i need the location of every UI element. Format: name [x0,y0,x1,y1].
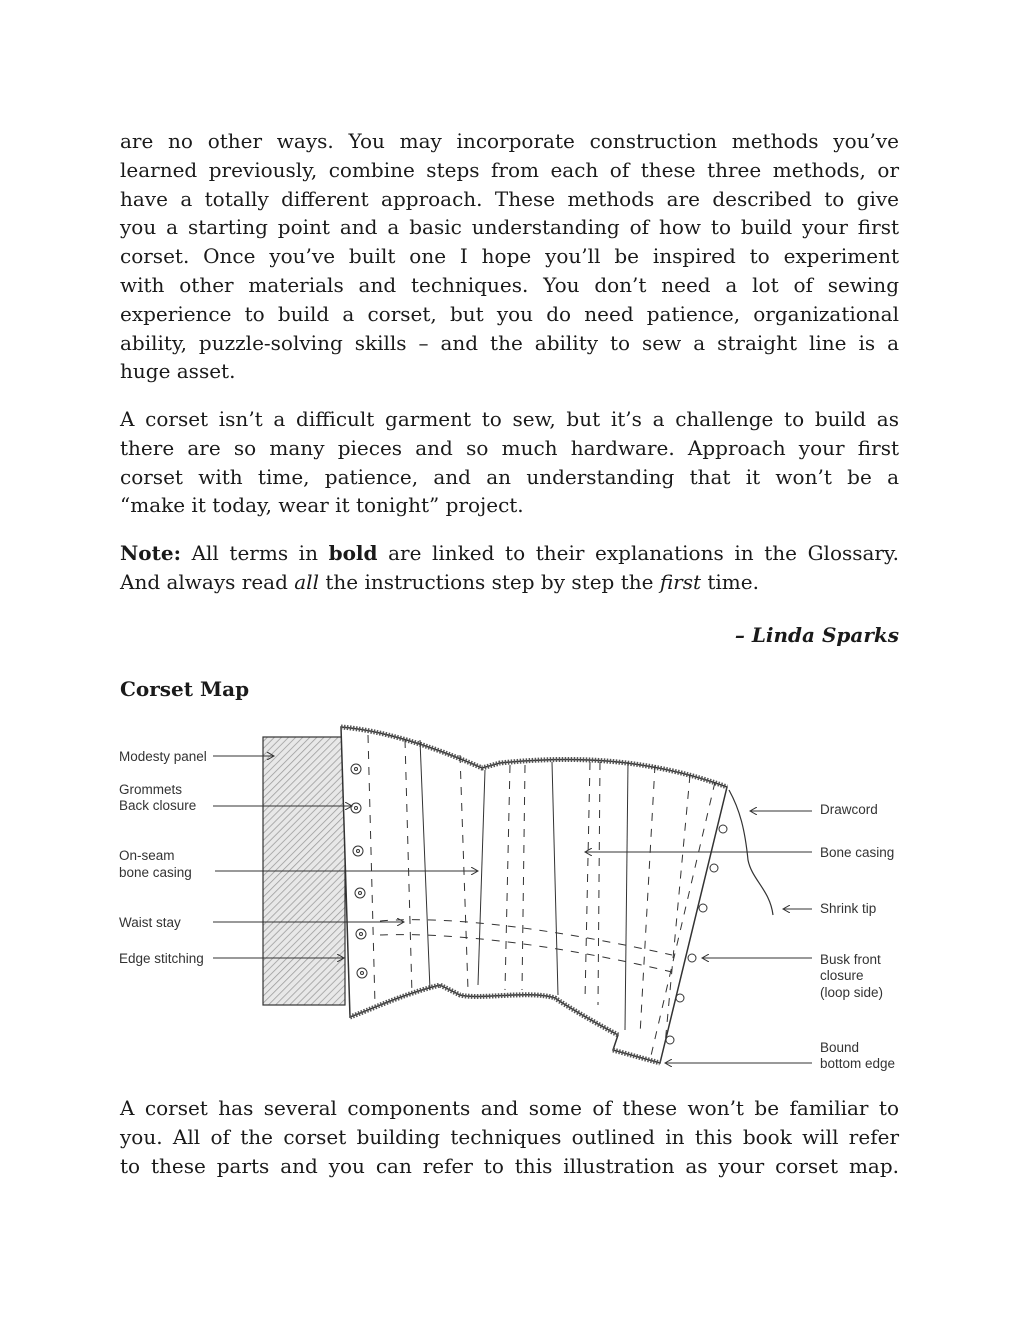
author-signature: – Linda Sparks [734,623,899,647]
bold-term: bold [328,541,378,565]
text-line: there are so many pieces and so much hardware. Approach your first [120,435,899,460]
intro-paragraph [120,127,899,386]
text-line: corset. Once you’ve built one I hope you’ll be inspired to experiment [120,244,899,269]
text-line: learned previously, combine steps from each of these three methods, or [120,157,899,182]
text-line: have a totally different approach. These methods are described to give [120,186,899,211]
text-line: corset with time, patience, and an understanding that it won’t be a [120,464,899,489]
text-line: ability, puzzle-solving skills – and the ability to sew a straight line is a [120,330,899,355]
label-back-closure: Back closure [119,798,197,813]
label-edge-stitching: Edge stitching [119,951,204,966]
label-bottom-edge: bottom edge [820,1056,896,1071]
text-line: to these parts and you can refer to this illustration as your corset map. [120,1153,899,1178]
label-drawcord: Drawcord [820,802,878,817]
section-heading: Corset Map [120,677,250,701]
text-line [120,539,899,568]
text-line: experience to build a corset, but you do need patience, organizational [120,301,899,326]
text-line: “make it today, wear it tonight” project. [120,493,524,518]
label-closure: closure [820,968,864,983]
text-line: A corset isn’t a difficult garment to sew, but it’s a challenge to build as [120,407,899,431]
challenge-paragraph [120,405,899,520]
label-waist-stay: Waist stay [119,915,181,930]
text: And always read [120,569,295,594]
text-line [120,568,899,597]
text-line: you a starting point and a basic understanding of how to build your first [120,215,899,240]
note-label: Note: [120,541,181,565]
corset-map-diagram [110,720,910,1080]
label-shrink-tip: Shrink tip [820,901,877,916]
label-bone-casing-onseam: bone casing [119,865,192,880]
text: time. [701,569,759,594]
text-line: with other materials and techniques. You don’t need a lot of sewing [120,272,899,297]
label-on-seam: On-seam [119,848,175,863]
label-modesty-panel: Modesty panel [119,749,207,764]
text: All terms in [180,541,329,565]
note-paragraph [120,539,899,597]
label-loop-side: (loop side) [820,985,884,1000]
text: are linked to their explanations in the Glossary. [377,541,899,565]
emphasis: first [659,569,702,594]
emphasis: all [294,569,319,594]
label-grommets: Grommets [119,782,183,797]
map-description-paragraph [120,1094,899,1180]
text-line: are no other ways. You may incorporate construction methods you’ve [120,129,899,153]
label-bound: Bound [820,1040,860,1055]
corset-body-shape [341,727,727,1063]
text-line: A corset has several components and some of these won’t be familiar to [120,1096,899,1120]
label-bone-casing: Bone casing [820,845,895,860]
label-busk-front: Busk front [820,952,881,967]
text: the instructions step by step the [318,569,660,594]
text-line: you. All of the corset building techniques outlined in this book will refer [120,1124,899,1149]
text-line: huge asset. [120,359,236,384]
